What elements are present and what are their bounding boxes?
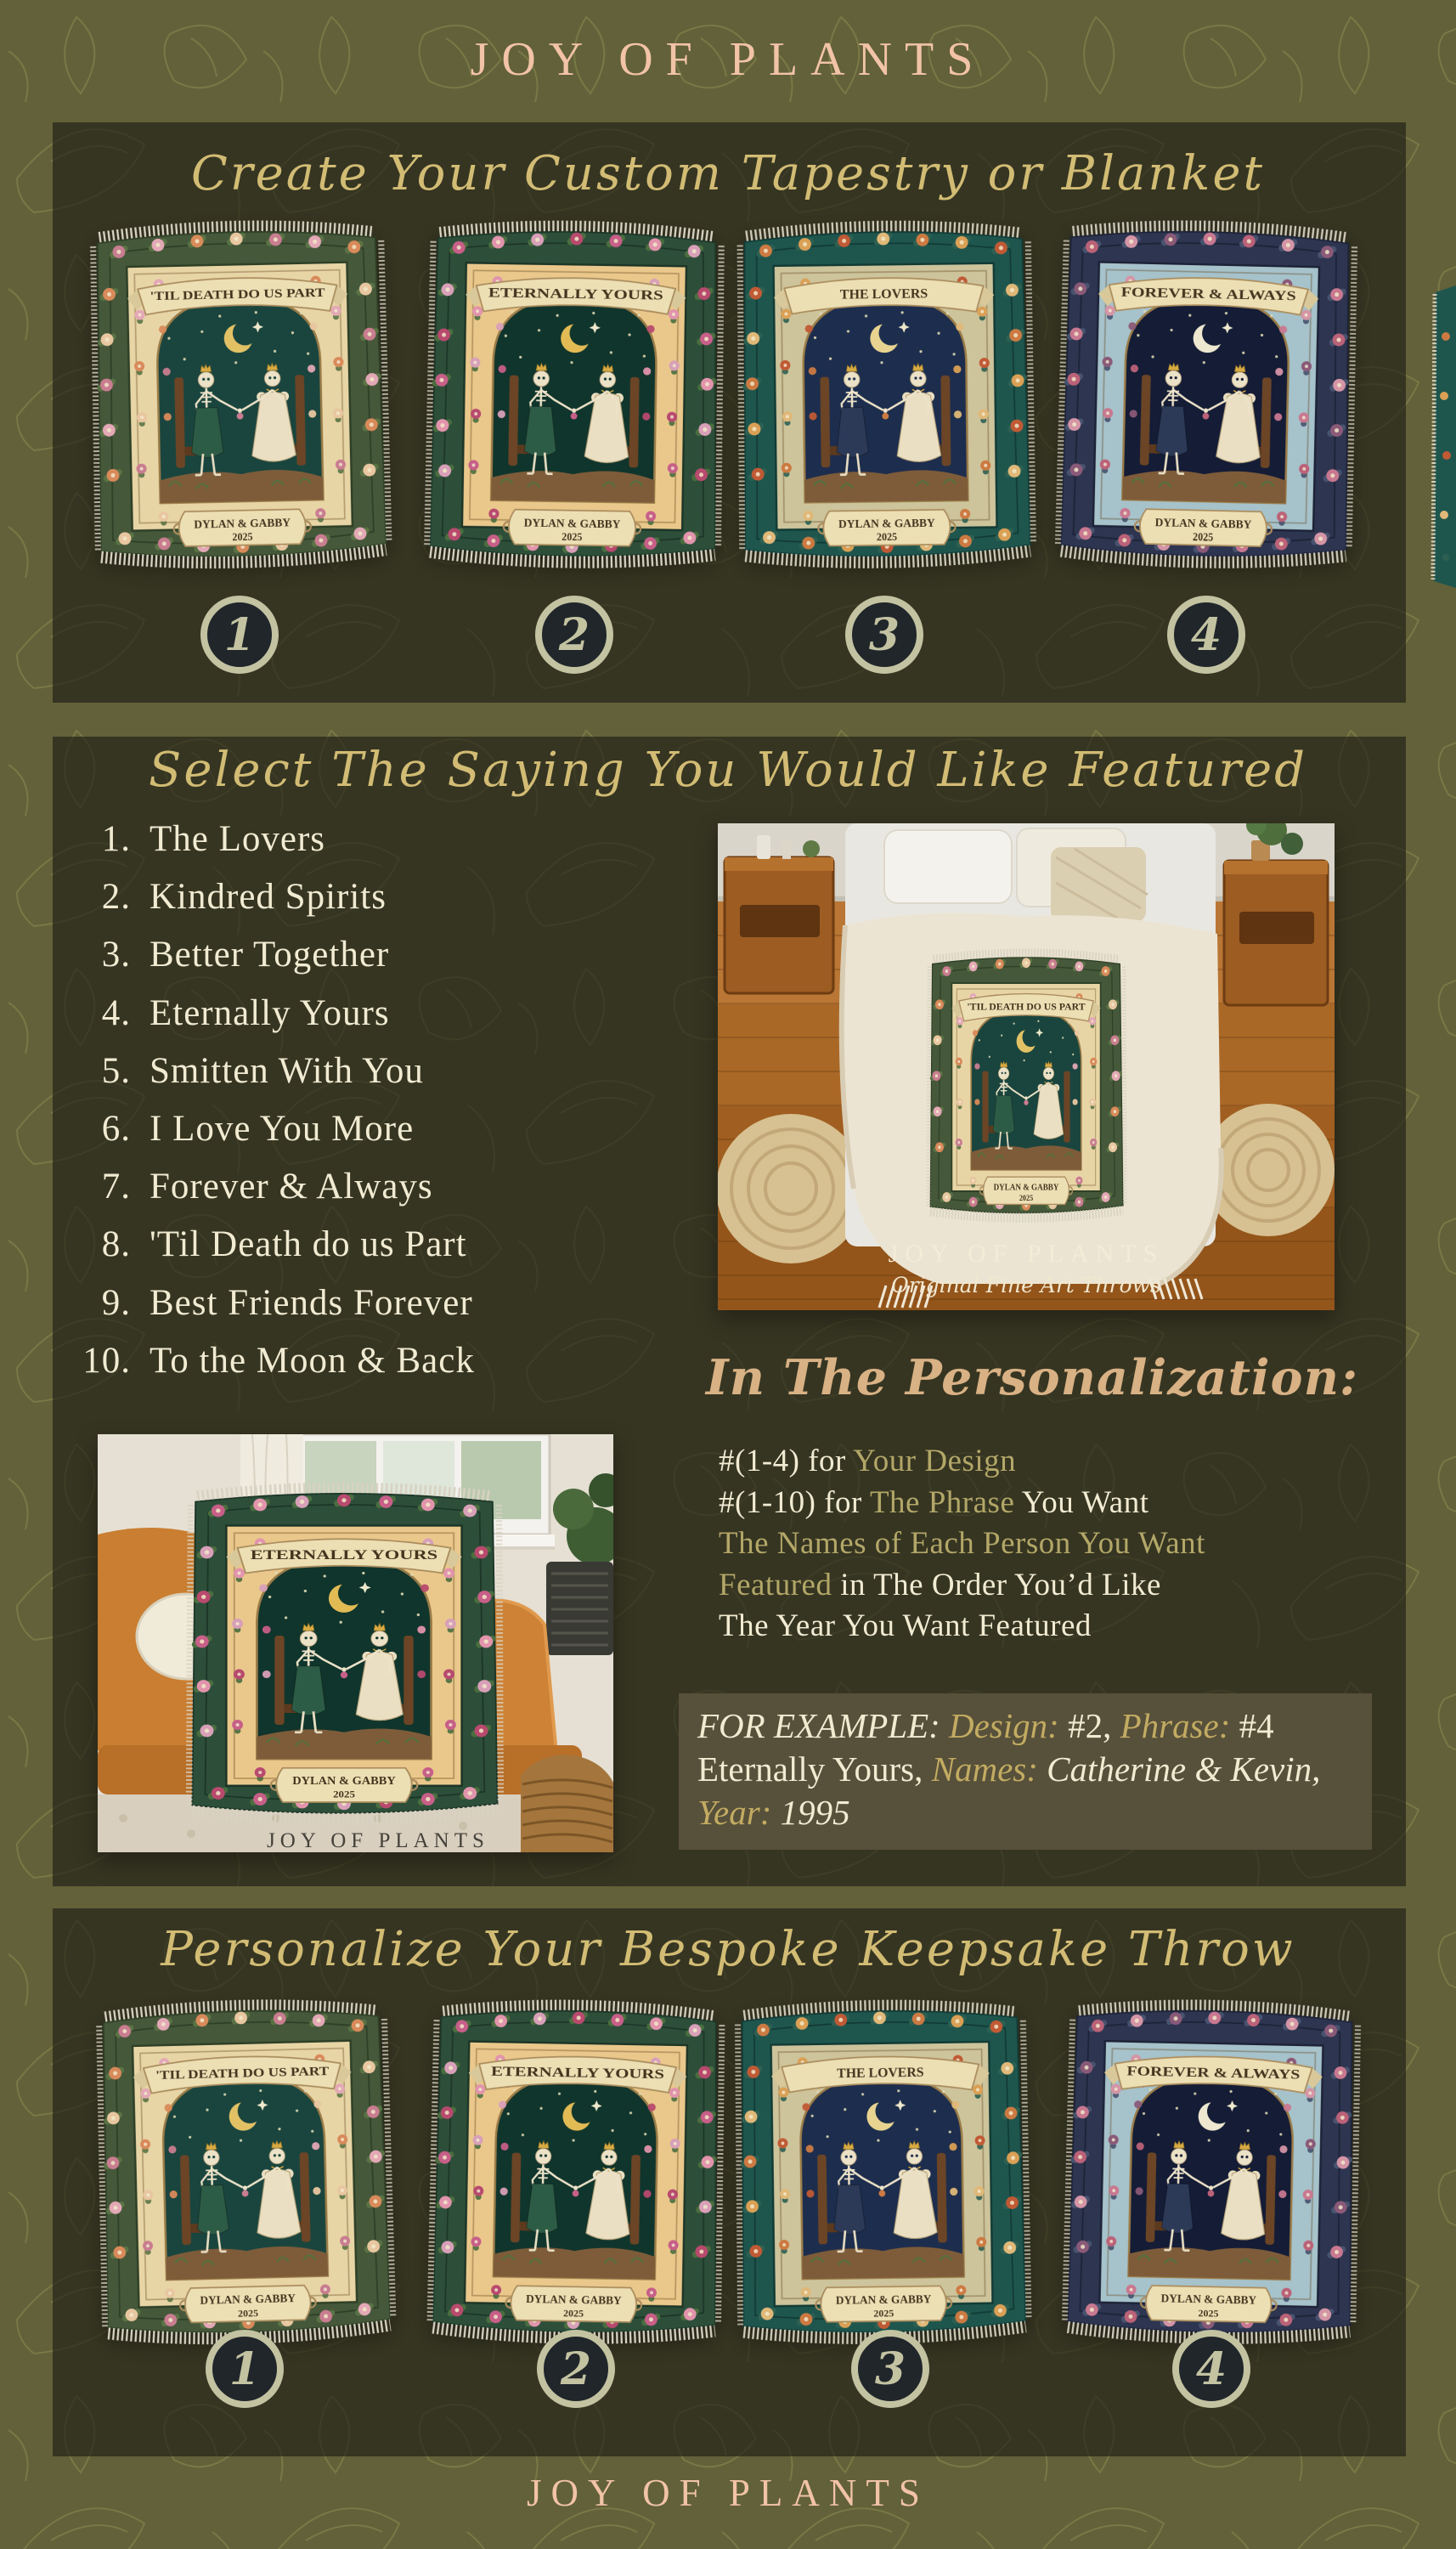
svg-text:DYLAN & GABBY: DYLAN & GABBY [292,1775,396,1788]
svg-text:DYLAN & GABBY: DYLAN & GABBY [525,2292,623,2307]
svg-text:THE LOVERS: THE LOVERS [837,2065,924,2082]
phrase-item [49,811,475,868]
couch-lifestyle-photo [98,1434,613,1852]
tapestry-design-4 [1051,216,1361,573]
svg-text:ETERNALLY YOURS: ETERNALLY YOURS [488,285,622,303]
svg-text:'TIL DEATH DO US PART: 'TIL DEATH DO US PART [155,2065,301,2083]
design-number-badge: 2 [535,596,613,674]
svg-text:Original Fine Art Throws: Original Fine Art Throws [891,1273,1161,1297]
phrase-number: 9. [101,1282,131,1323]
phrase-item [49,1274,475,1332]
svg-text:2025: 2025 [1192,530,1214,544]
phrase-label: Forever & Always [150,1167,433,1207]
svg-text:JOY OF PLANTS: JOY OF PLANTS [888,1240,1165,1268]
example-segment: FOR EXAMPLE: [697,1706,950,1745]
svg-text:2025: 2025 [562,531,583,544]
example-segment: #2, [1068,1706,1120,1745]
tapestry-design-3 [730,1997,1034,2348]
example-segment: Year: [697,1792,781,1832]
personalization-heading: In The Personalization: [705,1349,1359,1406]
svg-text:DYLAN & GABBY: DYLAN & GABBY [194,516,291,531]
svg-text:2025: 2025 [873,2307,894,2320]
brand-title: JOY OF PLANTS [470,33,986,86]
personalization-line: #(1-10) for The Phrase You Want [719,1484,1149,1520]
example-segment: 1995 [780,1792,850,1832]
phrase-item [49,1043,475,1100]
phrase-item [49,985,475,1043]
svg-text:DYLAN & GABBY: DYLAN & GABBY [523,516,621,531]
phrase-label: To the Moon & Back [150,1340,475,1381]
phrase-number: 6. [101,1109,131,1150]
svg-text:FOREVER & ALWAYS: FOREVER & ALWAYS [1120,285,1261,303]
phrase-label: Kindred Spirits [150,877,387,918]
phrase-label: 'Til Death do us Part [150,1224,467,1265]
phrase-label: The Lovers [150,819,326,860]
phrase-item [49,1216,475,1274]
svg-text:DYLAN & GABBY: DYLAN & GABBY [1154,515,1252,531]
personalization-line: #(1-4) for Your Design [719,1444,1017,1478]
design-number-badge: 1 [200,596,279,674]
phrase-label: I Love You More [150,1109,415,1150]
example-segment: #4 [1239,1706,1274,1745]
svg-text:FOREVER & ALWAYS: FOREVER & ALWAYS [1126,2064,1265,2082]
example-segment: Catherine & Kevin, [1047,1749,1321,1789]
phrase-label: Eternally Yours [150,992,390,1033]
example-segment: Design: [949,1706,1069,1745]
tapestry-design-4 [1058,1995,1364,2348]
svg-text:DYLAN & GABBY: DYLAN & GABBY [1160,2292,1257,2307]
phrase-label: Smitten With You [150,1050,424,1091]
svg-text:2025: 2025 [876,531,898,544]
svg-text:2025: 2025 [1019,1193,1034,1203]
design-number-badge: 3 [845,596,923,674]
tapestry-design-2 [423,1996,728,2348]
phrase-number: 7. [101,1167,131,1207]
svg-text:DYLAN & GABBY: DYLAN & GABBY [838,516,935,530]
section-personalize-title: Personalize Your Bespoke Keepsake Throw [161,1922,1295,1977]
personalization-line: The Names of Each Person You Want [719,1526,1205,1561]
svg-text:DYLAN & GABBY: DYLAN & GABBY [835,2292,932,2307]
phrase-number: 8. [101,1224,131,1265]
phrase-list [49,811,475,1390]
svg-text:2025: 2025 [333,1789,355,1800]
phrase-label: Better Together [150,935,390,975]
design-number-badge: 4 [1172,2330,1250,2408]
tapestry-design-2 [420,217,728,572]
phrase-number: 2. [101,877,131,918]
phrase-number: 3. [101,935,131,975]
phrase-item [49,1158,475,1216]
phrase-item [49,1332,475,1390]
design-number-badge: 1 [206,2330,284,2408]
personalization-line: Featured in The Order You’d Like [719,1567,1161,1602]
section-create-title: Create Your Custom Tapestry or Blanket [190,146,1266,201]
svg-text:ETERNALLY YOURS: ETERNALLY YOURS [490,2064,624,2082]
section-select-title: Select The Saying You Would Like Featured [149,743,1307,798]
svg-text:'TIL DEATH DO US PART: 'TIL DEATH DO US PART [150,286,296,304]
phrase-item [49,1100,475,1158]
example-segment: Eternally Yours, [697,1749,932,1789]
example-segment: Names: [931,1749,1047,1789]
svg-text:2025: 2025 [1198,2307,1219,2320]
phrase-label: Best Friends Forever [150,1282,473,1323]
personalization-line: The Year You Want Featured [719,1608,1092,1643]
svg-text:ETERNALLY YOURS: ETERNALLY YOURS [250,1546,438,1563]
design-number-badge: 4 [1167,596,1245,674]
svg-text:2025: 2025 [563,2307,584,2320]
svg-text:JOY OF PLANTS: JOY OF PLANTS [267,1829,489,1852]
svg-text:2025: 2025 [237,2307,259,2320]
svg-text:DYLAN & GABBY: DYLAN & GABBY [993,1183,1059,1193]
tapestry-design-1 [85,216,395,572]
bedroom-lifestyle-photo [718,823,1335,1310]
tapestry-edge-sliver [1431,285,1456,592]
footer-brand: JOY OF PLANTS [527,2472,929,2514]
phrase-number: 10. [82,1340,131,1381]
phrase-item [49,868,475,926]
svg-text:DYLAN & GABBY: DYLAN & GABBY [200,2292,296,2308]
design-number-badge: 2 [537,2330,615,2408]
tapestry-design-3 [731,218,1038,571]
example-box [679,1693,1372,1850]
phrase-number: 4. [101,992,131,1033]
phrase-item [49,926,475,984]
phrase-number: 1. [101,819,131,860]
svg-text:THE LOVERS: THE LOVERS [839,286,928,302]
example-segment: Phrase: [1120,1706,1239,1745]
svg-text:'TIL DEATH DO US PART: 'TIL DEATH DO US PART [967,1001,1086,1013]
design-number-badge: 3 [851,2330,929,2408]
svg-text:2025: 2025 [232,530,253,544]
tapestry-design-1 [91,1995,398,2348]
phrase-number: 5. [101,1050,131,1091]
